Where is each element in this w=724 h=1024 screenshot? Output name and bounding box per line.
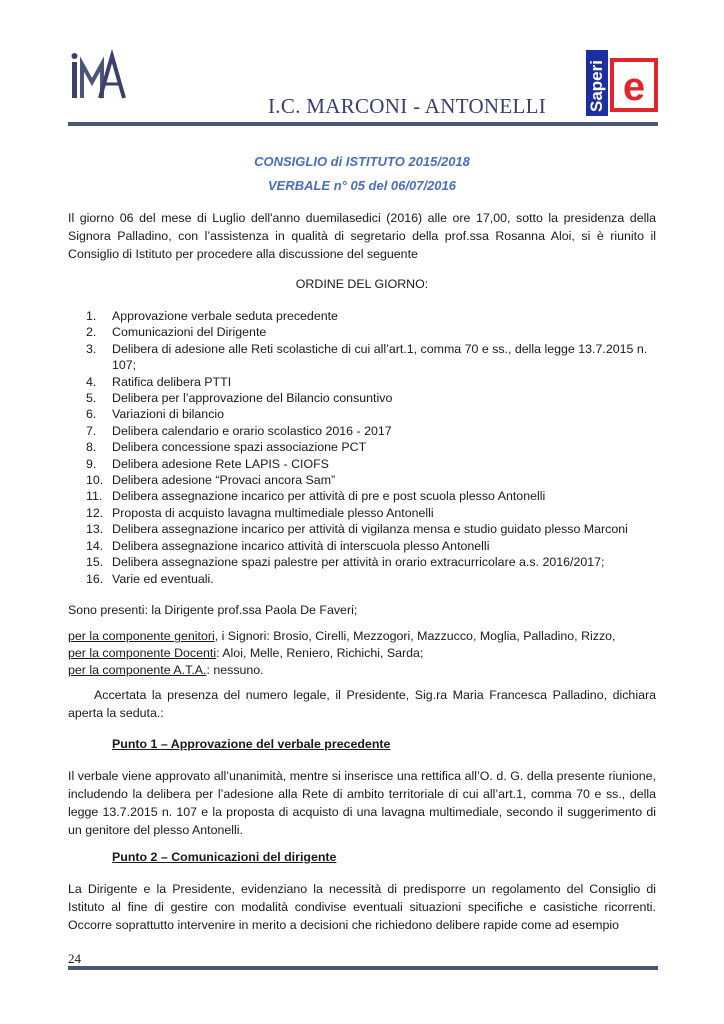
agenda-item: [86, 439, 656, 455]
agenda-item: [86, 521, 656, 537]
ata-label: per la componente A.T.A.: [68, 663, 207, 677]
agenda-item-text: Delibera calendario e orario scolastico 2016 - 2017: [112, 423, 392, 438]
agenda-item-number: 12.: [86, 505, 104, 520]
school-logo: [68, 48, 128, 104]
agenda-item-number: 14.: [86, 538, 104, 553]
agenda-item: [86, 406, 656, 422]
agenda-item-text: Varie ed eventuali.: [112, 571, 214, 586]
agenda-item-text: Delibera per l’approvazione del Bilancio consuntivo: [112, 391, 393, 406]
agenda-item: [86, 456, 656, 472]
agenda-item: [86, 538, 656, 554]
agenda-item: [86, 341, 656, 374]
teachers-label: per la componente Docenti: [68, 646, 217, 660]
saperi-logo: [586, 50, 660, 116]
agenda-item-number: 1.: [86, 309, 97, 323]
agenda-item: [86, 390, 656, 406]
agenda-item-number: 5.: [86, 391, 97, 406]
saperi-logo-text: Saperi: [587, 60, 606, 112]
agenda-item: [86, 374, 656, 390]
agenda-list: [86, 308, 656, 587]
school-name: I.C. MARCONI - ANTONELLI: [268, 94, 547, 118]
agenda-item-text: Delibera assegnazione incarico per attività di pre e post scuola plesso Antonelli: [112, 489, 546, 504]
document-title: CONSIGLIO di ISTITUTO 2015/2018: [254, 154, 470, 169]
agenda-item: [86, 308, 656, 324]
teachers-line: [68, 646, 423, 660]
quorum-paragraph: Accertata la presenza del numero legale, il Presidente, Sig.ra Maria Francesca Palladino, dichiara aperta la seduta.:: [68, 688, 656, 720]
agenda-item: [86, 423, 656, 439]
attendance-line: Sono presenti: la Dirigente prof.ssa Paola De Faveri;: [68, 603, 358, 617]
section-2-paragraph: La Dirigente e la Presidente, evidenziano la necessità di predisporre un regolamento del Consiglio di Istituto al fine di gestire con modalità condivise eventuali situazioni specifiche e casistiche ricorrenti. Occorre soprattutto intervenire in merito a decisioni che richiedono delibere rapide come ad esempio: [68, 882, 656, 932]
agenda-item: [86, 505, 656, 521]
parents-names: , i Signori: Brosio, Cirelli, Mezzogori, Mazzucco, Moglia, Palladino, Rizzo,: [214, 629, 616, 643]
agenda-item: [86, 571, 656, 587]
footer-divider: [68, 966, 658, 970]
agenda-item-number: 15.: [86, 555, 104, 570]
page-header: [68, 40, 660, 126]
agenda-item-text: Proposta di acquisto lavagna multimediale plesso Antonelli: [112, 505, 434, 520]
page-number: 24: [68, 951, 81, 966]
agenda-item-number: 9.: [86, 456, 97, 471]
ata-names: : nessuno.: [206, 663, 264, 677]
agenda-item-text: Approvazione verbale seduta precedente: [112, 309, 338, 323]
intro-paragraph: Il giorno 06 del mese di Luglio dell'anno duemilasedici (2016) alle ore 17,00, sotto la presidenza della Signora Palladino, con l’assistenza in qualità di segretario della prof.ssa Rosanna Aloi, si è riunito il Consiglio di Istituto per procedere alla discussione del seguente: [68, 211, 656, 261]
agenda-item-text: Comunicazioni del Dirigente: [112, 325, 267, 340]
agenda-item-text: Delibera assegnazione incarico attività di interscuola plesso Antonelli: [112, 538, 490, 553]
section-heading-1: Punto 1 – Approvazione del verbale precedente: [112, 737, 391, 751]
agenda-item-number: 6.: [86, 407, 97, 422]
agenda-item-text: Delibera assegnazione incarico per attività di vigilanza mensa e studio guidato plesso Marconi: [112, 522, 628, 537]
teachers-names: : Aloi, Melle, Reniero, Richichi, Sarda;: [216, 646, 424, 660]
agenda-item-number: 2.: [86, 325, 97, 340]
agenda-item-number: 11.: [86, 489, 103, 504]
agenda-item-text: Delibera adesione “Provaci ancora Sam”: [112, 473, 336, 488]
saperi-logo-letter: e: [622, 65, 646, 109]
agenda-item: [86, 472, 656, 488]
agenda-item-number: 3.: [86, 341, 97, 356]
agenda-title: ORDINE DEL GIORNO:: [295, 277, 429, 291]
parents-label: per la componente genitori: [68, 629, 215, 643]
agenda-item-text: Delibera di adesione alle Reti scolastiche di cui all’art.1, comma 70 e ss., della legge 13.7.2015 n. 107;: [112, 341, 648, 373]
agenda-item-text: Delibera assegnazione spazi palestre per attività in orario extracurricolare a.s. 2016/2017;: [112, 555, 605, 570]
ata-line: [68, 663, 264, 677]
document-subtitle: VERBALE n° 05 del 06/07/2016: [267, 178, 456, 193]
agenda-item-number: 10.: [86, 473, 104, 488]
agenda-item-text: Delibera adesione Rete LAPIS - CIOFS: [112, 456, 329, 471]
agenda-item-number: 4.: [86, 374, 97, 389]
agenda-item-text: Ratifica delibera PTTI: [112, 374, 232, 389]
agenda-item-text: Variazioni di bilancio: [112, 407, 225, 422]
agenda-item-text: Delibera concessione spazi associazione PCT: [112, 440, 367, 455]
agenda-item: [86, 488, 656, 504]
section-1-paragraph: Il verbale viene approvato all’unanimità, mentre si inserisce una rettifica all’O. d. G. della presente riunione, includendo la delibera per l’adesione alla Rete di ambito territoriale di cui all’art.1, comma 70 e ss., della legge 13.7.2015 n. 107 e la proposta di acquisto di una lavagna multimediale, secondo il suggerimento di un genitore del plesso Antonelli.: [68, 769, 656, 837]
agenda-item-number: 7.: [86, 423, 97, 438]
agenda-item: [86, 554, 656, 570]
agenda-item-number: 8.: [86, 440, 97, 455]
agenda-item-number: 16.: [86, 571, 104, 586]
agenda-item: [86, 324, 656, 340]
agenda-item-number: 13.: [86, 522, 104, 537]
header-divider: [68, 122, 658, 126]
parents-line: [68, 629, 616, 643]
section-heading-2: Punto 2 – Comunicazioni del dirigente: [112, 850, 337, 864]
